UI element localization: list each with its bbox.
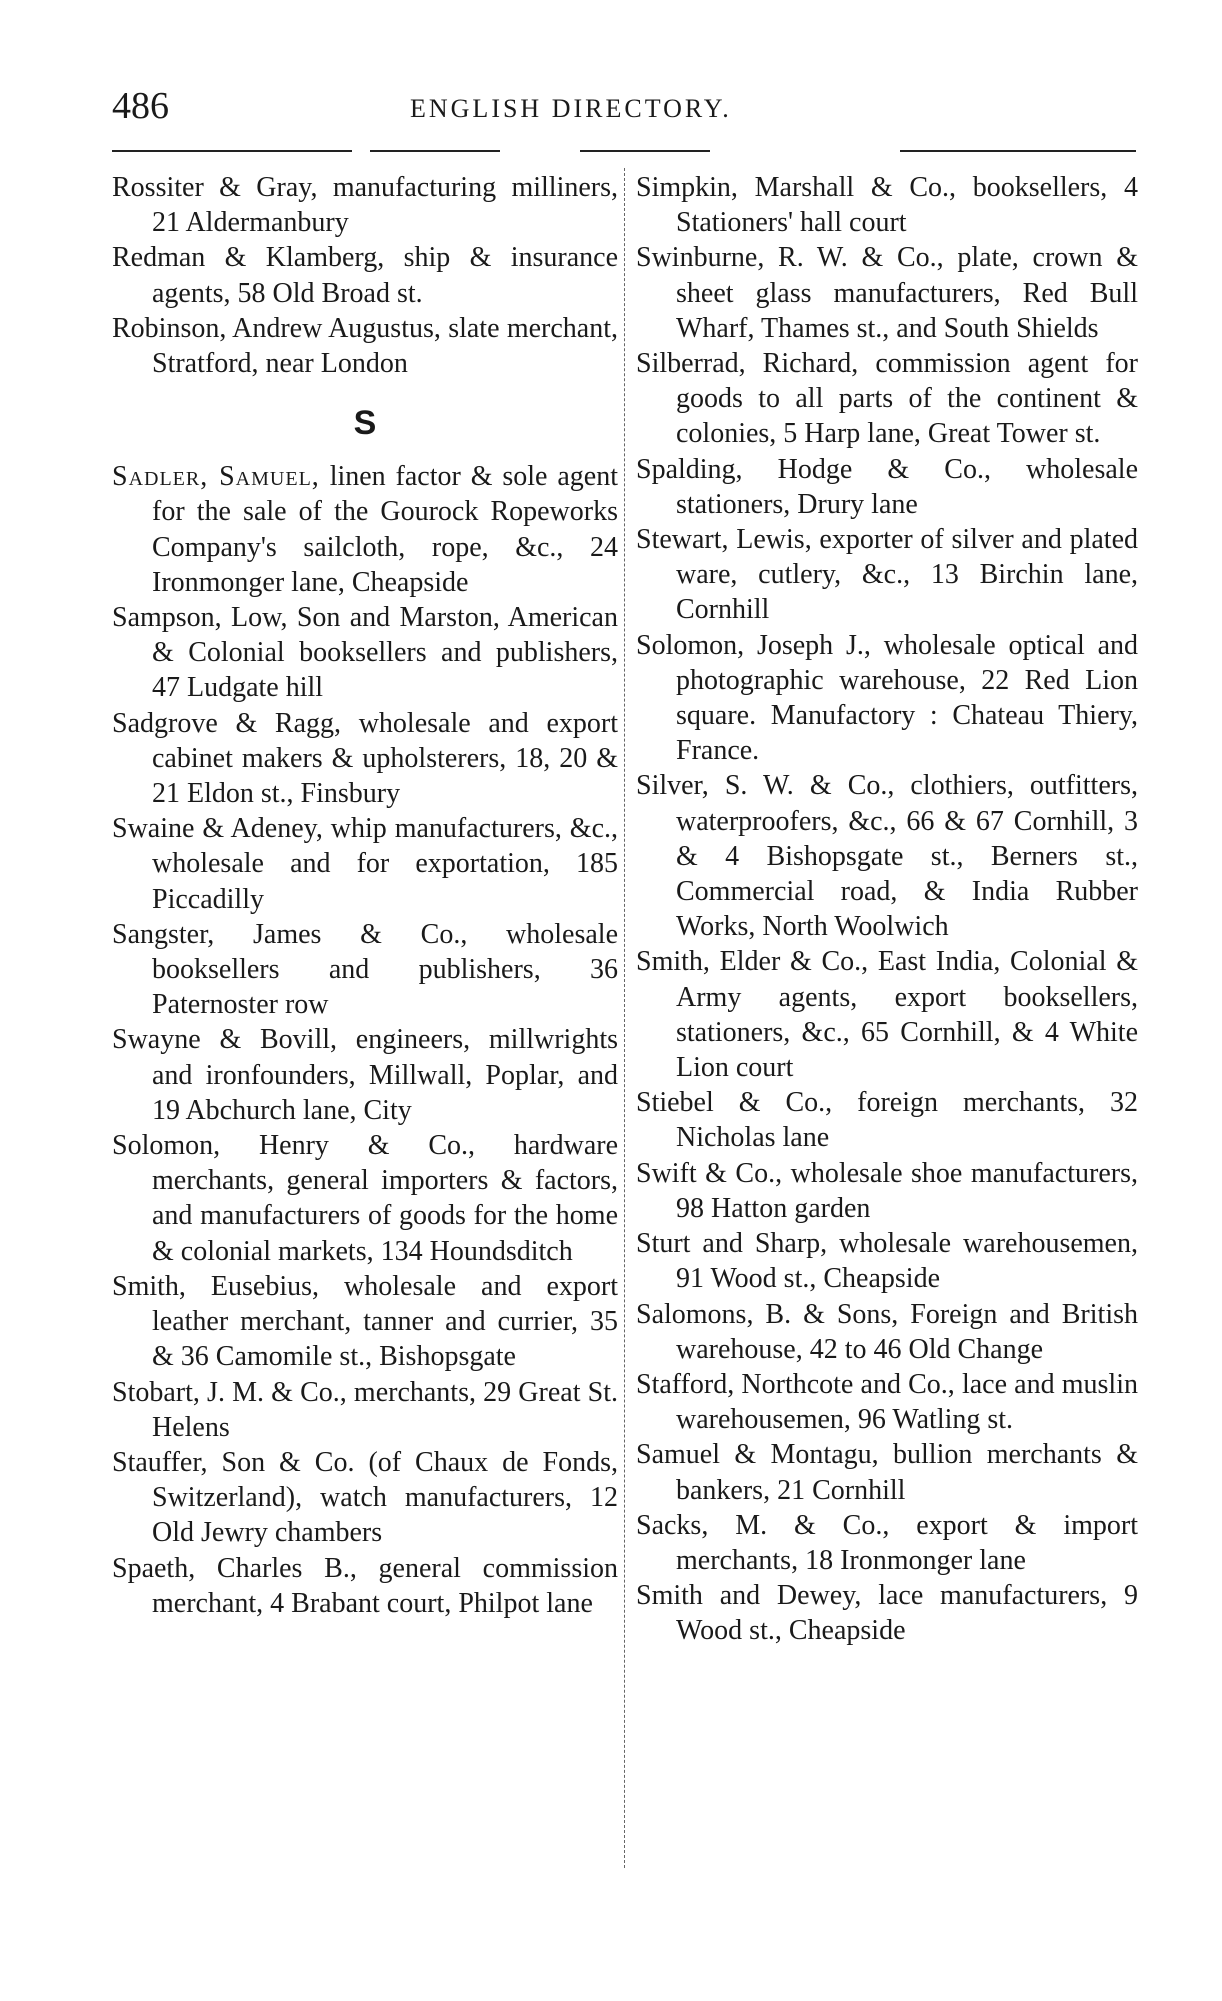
directory-entry: Swayne & Bovill, engineers, millwrights and ironfounders, Millwall, Poplar, and 19 Abchurch lane, City [112,1024,618,1126]
directory-entry: Stiebel & Co., foreign merchants, 32 Nicholas lane [636,1087,1138,1154]
page-number: 486 [112,85,169,127]
directory-entry: Solomon, Joseph J., wholesale optical and photographic warehouse, 22 Red Lion square. Manufactory : Chateau Thiery, France. [636,629,1138,767]
directory-entry: Sturt and Sharp, wholesale warehousemen, 91 Wood st., Cheapside [636,1228,1138,1295]
directory-entry: Salomons, B. & Sons, Foreign and British warehouse, 42 to 46 Old Change [636,1298,1138,1365]
directory-entry: Swinburne, R. W. & Co., plate, crown & sheet glass manufacturers, Red Bull Wharf, Thames st., and South Shields [636,242,1138,344]
section-letter-heading: S [353,404,377,443]
directory-entry: Spalding, Hodge & Co., wholesale stationers, Drury lane [636,453,1138,520]
header-rule-mid-1 [370,150,500,152]
directory-entry: Sadgrove & Ragg, wholesale and export cabinet makers & upholsterers, 18, 20 & 21 Eldon st., Finsbury [112,707,618,810]
header-rule-left [112,150,352,152]
directory-entry: Stafford, Northcote and Co., lace and muslin warehousemen, 96 Watling st. [636,1368,1138,1436]
entry-name-small-caps: Sadler, Samuel, [112,461,320,493]
column-divider [624,168,625,1868]
directory-entry: Smith, Eusebius, wholesale and export leather merchant, tanner and currier, 35 & 36 Camomile st., Bishopsgate [112,1270,618,1373]
entry-text: linen factor & sole agent for the sale of the Gourock Ropeworks Company's sailcloth, rope, &c., 24 Ironmonger lane, Cheapside [152,461,618,598]
directory-entry: Solomon, Henry & Co., hardware merchants, general importers & factors, and manufacturers of goods for the home & colonial markets, 134 Houndsditch [112,1130,618,1267]
directory-entry: Redman & Klamberg, ship & insurance agents, 58 Old Broad st. [112,242,618,309]
header-rule-mid-2 [580,150,710,152]
directory-entry: Sangster, James & Co., wholesale booksellers and publishers, 36 Paternoster row [112,918,618,1021]
directory-entry: Silver, S. W. & Co., clothiers, outfitters, waterproofers, &c., 66 & 67 Cornhill, 3 & 4 Bishopsgate st., Berners st., Commercial road, & India Rubber Works, North Woolwich [636,770,1138,943]
directory-entry: Smith and Dewey, lace manufacturers, 9 Wood st., Cheapside [636,1580,1138,1647]
right-column [636,170,1138,1649]
directory-entry: Swift & Co., wholesale shoe manufacturers, 98 Hatton garden [636,1157,1138,1224]
directory-entry: Stewart, Lewis, exporter of silver and plated ware, cutlery, &c., 13 Birchin lane, Cornhill [636,524,1138,626]
running-head: ENGLISH DIRECTORY. [410,94,732,123]
header-rule-right [900,150,1136,152]
directory-entry: Sacks, M. & Co., export & import merchants, 18 Ironmonger lane [636,1509,1138,1576]
directory-entry: Samuel & Montagu, bullion merchants & bankers, 21 Cornhill [636,1439,1138,1506]
directory-entry: Spaeth, Charles B., general commission merchant, 4 Brabant court, Philpot lane [112,1552,618,1619]
directory-entry: Smith, Elder & Co., East India, Colonial & Army agents, export booksellers, stationers, &c., 65 Cornhill, & 4 White Lion court [636,946,1138,1084]
directory-entry: Swaine & Adeney, whip manufacturers, &c., wholesale and for exportation, 185 Piccadilly [112,813,618,915]
directory-entry: Simpkin, Marshall & Co., booksellers, 4 Stationers' hall court [636,172,1138,239]
left-column [112,170,618,1621]
directory-entry: Robinson, Andrew Augustus, slate merchant, Stratford, near London [112,312,618,380]
directory-entry: Stauffer, Son & Co. (of Chaux de Fonds, Switzerland), watch manufacturers, 12 Old Jewry chambers [112,1446,618,1549]
directory-entry: Stobart, J. M. & Co., merchants, 29 Great St. Helens [112,1376,618,1443]
directory-entry-first [112,459,618,600]
directory-entry: Silberrad, Richard, commission agent for goods to all parts of the continent & colonies, 5 Harp lane, Great Tower st. [636,348,1138,450]
directory-entry: Rossiter & Gray, manufacturing milliners, 21 Aldermanbury [112,172,618,239]
directory-entry: Sampson, Low, Son and Marston, American & Colonial booksellers and publishers, 47 Ludgate hill [112,602,618,704]
